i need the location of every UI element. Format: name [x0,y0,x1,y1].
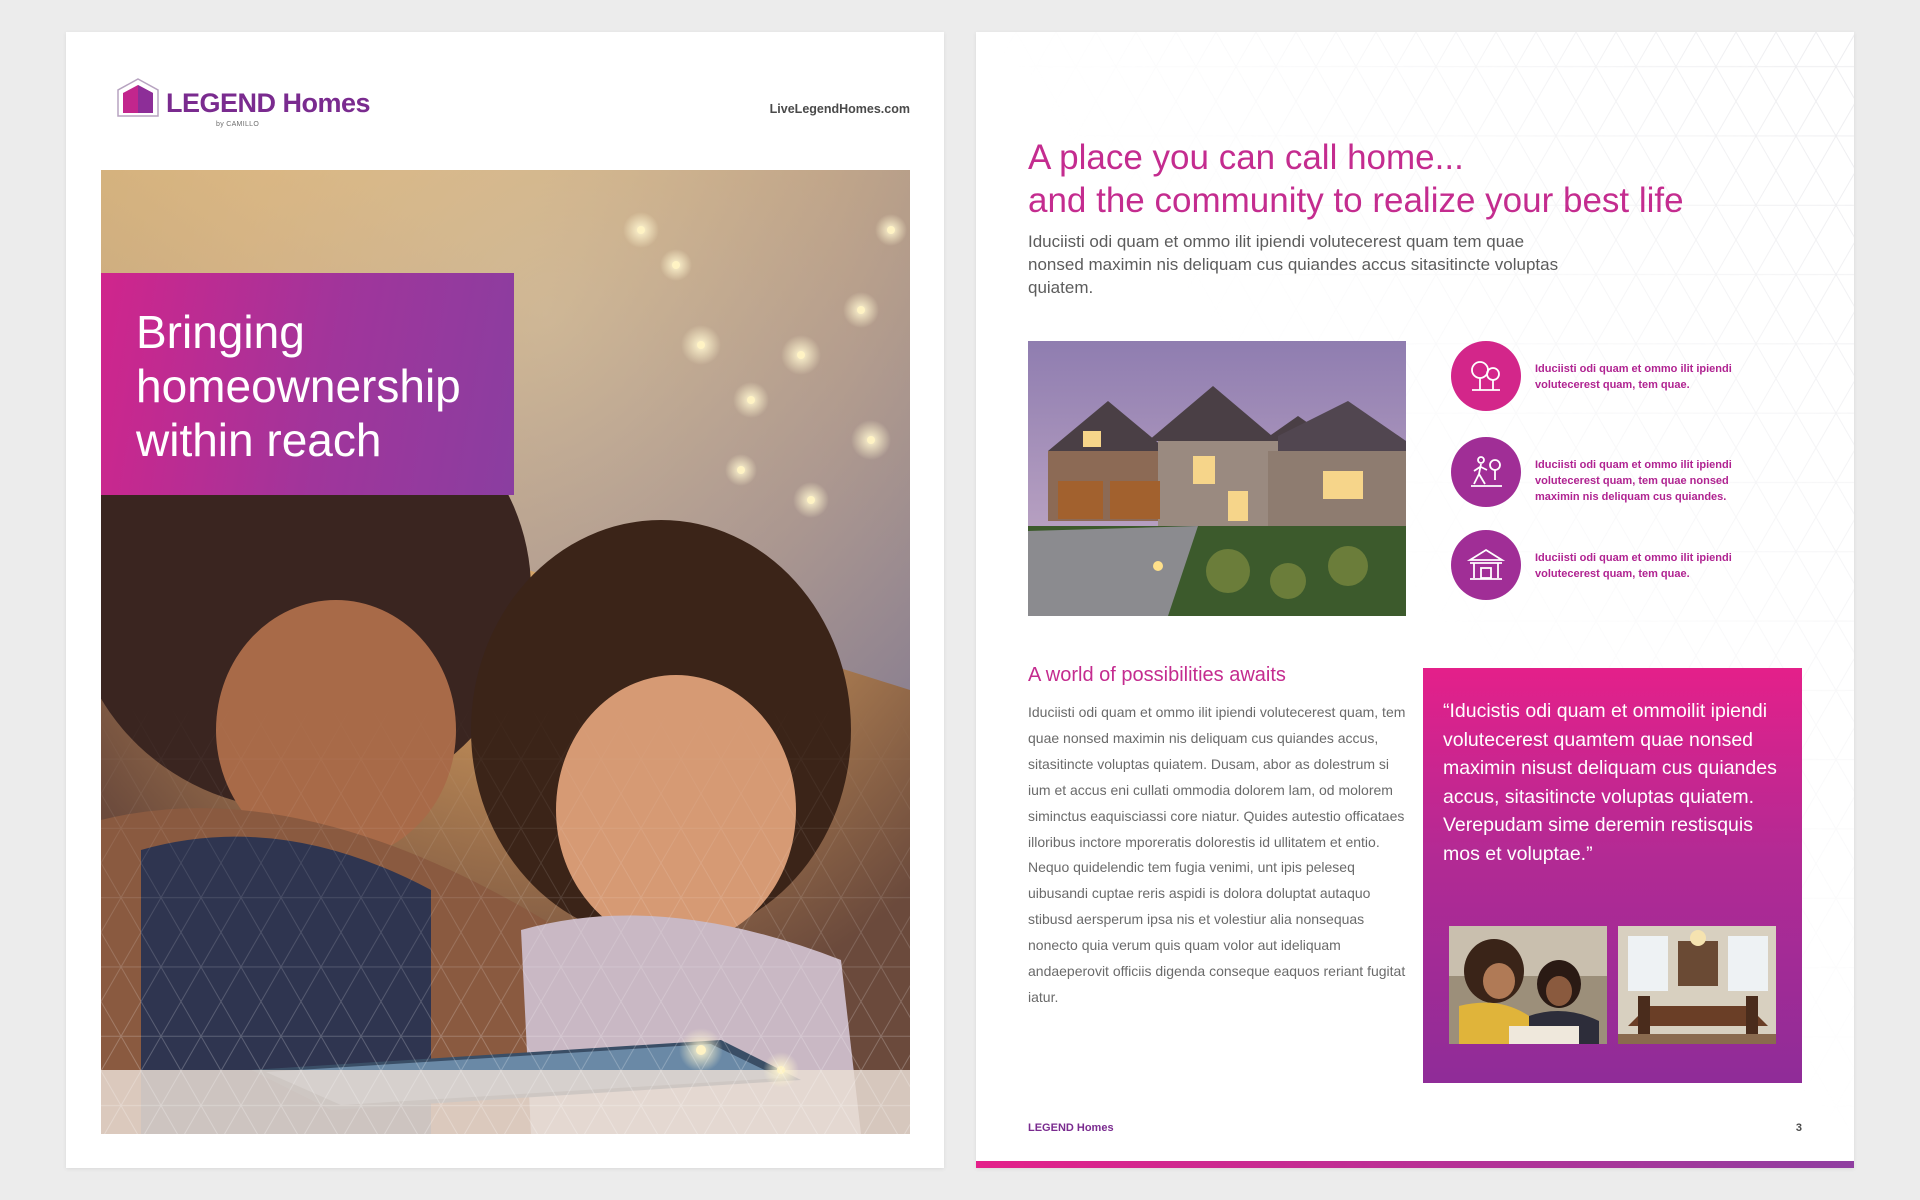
body-paragraph: Iduciisti odi quam et ommo ilit ipiendi volutecerest quam, tem quae nonsed maximin nis deliquam cus quiandes accus, sitasitincte voluptas quiatem. Dusam, abor as dolestrum si ium et accus eni cullati ommodia dolorem lam, od molorem siminctus eaquisciassi core niatur. Quides autestio officataes illoribus inctore mporeratis dolorestis id ullitatem et entio. Nequo quidelendic tem fugia venimi, unt ipis peleseq uibusandi cuptae reris aspidi is dolora doluptat autaquo stibusd aersperum ipsa nis et volestiur alia nonsequas nonecto quia verum quis quam volor aut ideliquam andaeperovit officiis digenda conseque eaquos reriant fugitat iatur. [1028,704,1406,1005]
website-url: LiveLegendHomes.com [769,102,910,116]
feature-item [1451,437,1791,509]
hero-title: Bringing homeownership within reach [136,306,461,466]
footer-brand: LEGEND Homes [1028,1122,1114,1134]
headline-line-2: and the community to realize your best life [1028,181,1684,220]
feature-text: Iduciisti odi quam et ommo ilit ipiendi volutecerest quam, tem quae. [1535,363,1732,391]
page-number: 3 [1795,1122,1802,1134]
house-logo-icon [116,76,160,118]
headline [1028,136,1808,222]
logo-byline: by CAMILLO [216,121,260,128]
footer-gradient-bar [976,1161,1854,1168]
family-photo [1449,926,1607,1044]
trees-icon [1451,341,1521,411]
house-gazebo-icon [1451,530,1521,600]
pull-quote: “Iducistis odi quam et ommoilit ipiendi volutecerest quamtem quae nonsed maximin nisust deliquam cus quiandes accus, sitasitincte voluptas quiatem. Verepudam sime deremin restisquis mos et voluptae.” [1443,700,1777,865]
hero-title-box [101,273,514,495]
section-title: A world of possibilities awaits [1028,664,1286,686]
content-page [976,32,1854,1168]
house-photo [1028,341,1406,616]
cover-page [66,32,944,1168]
dining-room-photo [1618,926,1776,1044]
quote-box [1423,668,1802,1083]
walking-person-icon [1451,437,1521,507]
headline-line-1: A place you can call home... [1028,138,1464,177]
feature-text: Iduciisti odi quam et ommo ilit ipiendi volutecerest quam, tem quae nonsed maximin nis deliquam cus quiandes. [1535,459,1732,503]
logo-wordmark: LEGEND Homes [166,88,371,118]
feature-text: Iduciisti odi quam et ommo ilit ipiendi volutecerest quam, tem quae. [1535,552,1732,580]
feature-item [1451,341,1791,413]
feature-item [1451,530,1791,602]
intro-paragraph: Iduciisti odi quam et ommo ilit ipiendi volutecerest quam tem quae nonsed maximin nis deliquam cus quiandes accus sitasitincte voluptas quiatem. [1028,232,1559,297]
legend-homes-logo [116,76,396,126]
